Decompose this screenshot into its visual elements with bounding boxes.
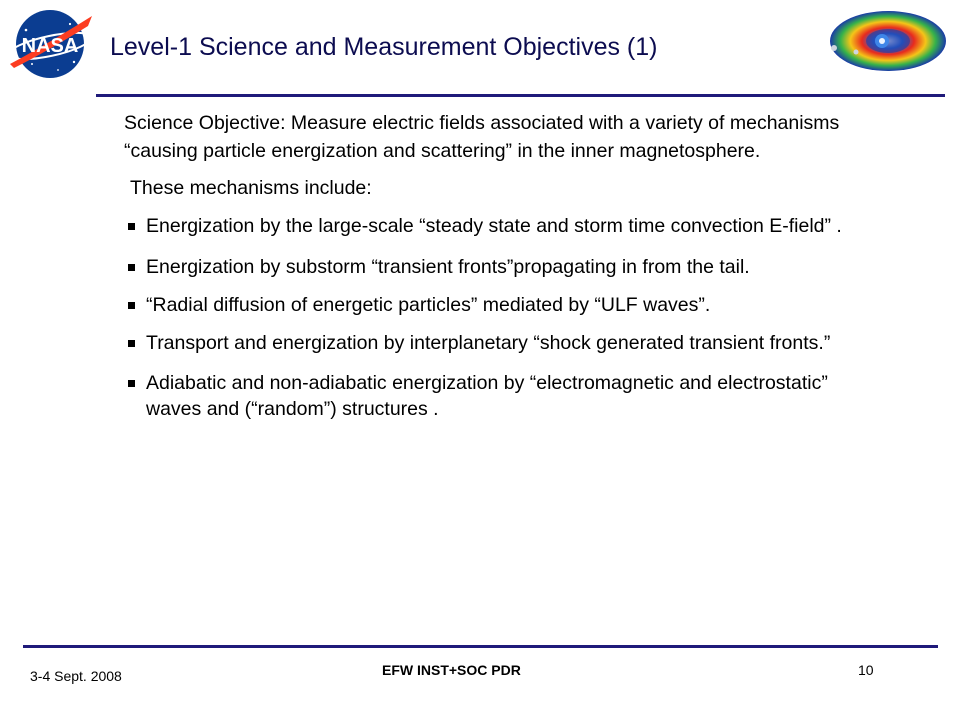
bullet-text: Energization by substorm “transient fronts”propagating in from the tail. (146, 256, 750, 278)
science-objective-line-1: Science Objective: Measure electric fields associated with a variety of mechanisms (124, 112, 840, 134)
bullet-text: Energization by the large-scale “steady state and storm time convection E-field” . (146, 215, 842, 237)
bullet-text: “Radial diffusion of energetic particles” mediated by “ULF waves”. (146, 294, 711, 316)
bullet-marker (128, 340, 135, 347)
bullet-marker (128, 264, 135, 271)
footer-date: 3-4 Sept. 2008 (30, 668, 122, 684)
mechanisms-intro: These mechanisms include: (130, 177, 372, 199)
bullet-marker (128, 223, 135, 230)
logo-text: NASA (21, 35, 79, 57)
bullet-marker (128, 380, 135, 387)
footer-divider (23, 645, 938, 648)
bullet-text: Transport and energization by interplanetary “shock generated transient fronts.” (146, 332, 831, 354)
page-title: Level-1 Science and Measurement Objectives (1) (110, 33, 658, 61)
bullet-marker (128, 302, 135, 309)
footer-title: EFW INST+SOC PDR (382, 662, 521, 678)
bullet-text-continued: waves and (“random”) structures . (146, 398, 439, 420)
science-objective-line-2: “causing particle energization and scattering” in the inner magnetosphere. (124, 140, 761, 162)
page-number: 10 (858, 662, 874, 678)
bullet-text: Adiabatic and non-adiabatic energization by “electromagnetic and electrostatic” (146, 372, 828, 394)
